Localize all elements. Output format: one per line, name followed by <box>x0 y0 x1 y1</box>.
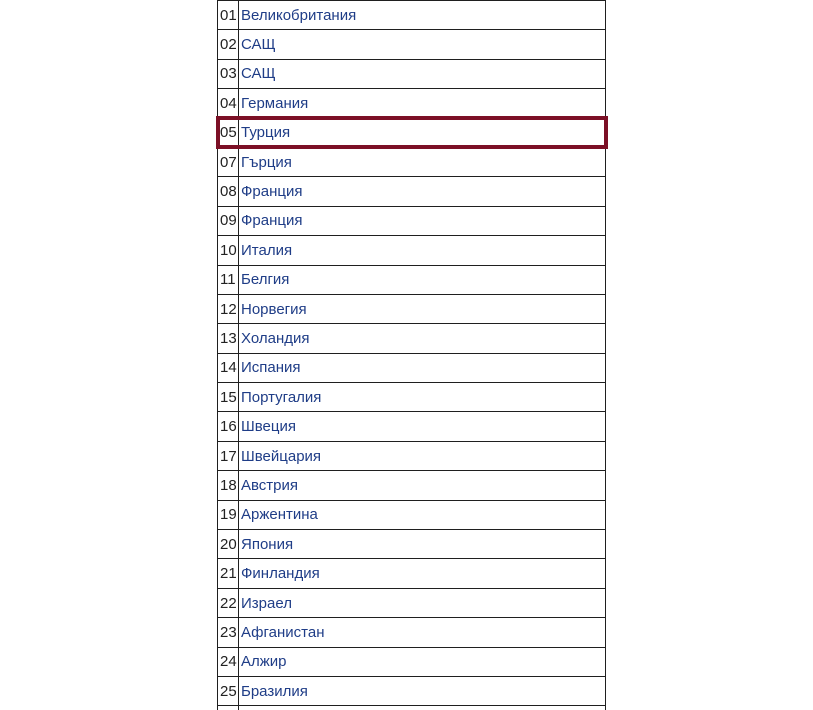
country-cell <box>239 618 606 647</box>
country-link[interactable]: Швейцария <box>241 447 322 465</box>
country-cell <box>239 412 606 441</box>
country-link[interactable]: Гърция <box>241 153 292 171</box>
table-row <box>218 559 606 588</box>
country-cell <box>239 59 606 88</box>
table-row <box>218 676 606 705</box>
country-link[interactable]: Швеция <box>241 418 296 436</box>
country-cell <box>239 236 606 265</box>
country-link[interactable]: САЩ <box>241 65 276 83</box>
country-link[interactable]: Белгия <box>241 271 290 289</box>
table-row <box>218 706 606 710</box>
row-number: 18 <box>218 471 239 500</box>
country-link[interactable]: Финландия <box>241 565 320 583</box>
row-number: 07 <box>218 147 239 176</box>
country-link[interactable]: Германия <box>241 94 309 112</box>
table-row <box>218 59 606 88</box>
table-row <box>218 618 606 647</box>
row-number: 17 <box>218 441 239 470</box>
country-link[interactable]: САЩ <box>241 36 276 54</box>
table-row-highlighted <box>218 118 606 147</box>
country-cell <box>239 294 606 323</box>
country-cell <box>239 441 606 470</box>
row-number: 19 <box>218 500 239 529</box>
table-row <box>218 588 606 617</box>
country-cell <box>239 530 606 559</box>
country-cell <box>239 324 606 353</box>
country-link[interactable]: Норвегия <box>241 300 307 318</box>
country-cell <box>239 500 606 529</box>
row-number: 13 <box>218 324 239 353</box>
country-cell <box>239 706 606 710</box>
country-cell <box>239 353 606 382</box>
country-cell <box>239 206 606 235</box>
country-cell <box>239 1 606 30</box>
row-number: 10 <box>218 236 239 265</box>
row-number: 05 <box>218 118 239 147</box>
table-row <box>218 30 606 59</box>
table-row <box>218 89 606 118</box>
row-number: 02 <box>218 30 239 59</box>
row-number: 15 <box>218 383 239 412</box>
country-cell <box>239 647 606 676</box>
table-row <box>218 236 606 265</box>
country-cell <box>239 559 606 588</box>
country-link[interactable]: Турция <box>241 124 291 142</box>
row-number: 08 <box>218 177 239 206</box>
row-number: 16 <box>218 412 239 441</box>
country-cell <box>239 118 606 147</box>
row-number: 14 <box>218 353 239 382</box>
table-body <box>218 1 606 710</box>
table-row <box>218 530 606 559</box>
country-table <box>217 0 606 710</box>
country-link[interactable]: Аржентина <box>241 506 318 524</box>
country-link[interactable]: Израел <box>241 594 292 612</box>
table-row <box>218 441 606 470</box>
table-row <box>218 294 606 323</box>
country-link[interactable]: Алжир <box>241 653 287 671</box>
table-row <box>218 412 606 441</box>
row-number: 24 <box>218 647 239 676</box>
row-number: 11 <box>218 265 239 294</box>
country-link[interactable]: Бразилия <box>241 682 308 700</box>
country-cell <box>239 471 606 500</box>
table-row <box>218 147 606 176</box>
country-link[interactable]: Афганистан <box>241 623 325 641</box>
table-row <box>218 206 606 235</box>
country-link[interactable]: Испания <box>241 359 301 377</box>
country-cell <box>239 89 606 118</box>
table-row <box>218 1 606 30</box>
country-cell <box>239 265 606 294</box>
table-row <box>218 383 606 412</box>
country-cell <box>239 383 606 412</box>
country-cell <box>239 676 606 705</box>
row-number: 01 <box>218 1 239 30</box>
country-link[interactable]: Австрия <box>241 476 299 494</box>
table-row <box>218 265 606 294</box>
table-row <box>218 324 606 353</box>
row-number: 09 <box>218 206 239 235</box>
row-number: 22 <box>218 588 239 617</box>
row-number: 23 <box>218 618 239 647</box>
country-cell <box>239 177 606 206</box>
row-number <box>218 706 239 710</box>
country-cell <box>239 588 606 617</box>
row-number: 25 <box>218 676 239 705</box>
row-number: 20 <box>218 530 239 559</box>
country-link[interactable]: Португалия <box>241 388 322 406</box>
table-row <box>218 353 606 382</box>
country-link[interactable]: Италия <box>241 241 293 259</box>
table-row <box>218 177 606 206</box>
country-link[interactable]: Великобритания <box>241 6 357 24</box>
country-link[interactable]: Франция <box>241 212 303 230</box>
country-link[interactable]: Франция <box>241 183 303 201</box>
country-cell <box>239 30 606 59</box>
row-number: 21 <box>218 559 239 588</box>
row-number: 04 <box>218 89 239 118</box>
table-row <box>218 647 606 676</box>
row-number: 12 <box>218 294 239 323</box>
country-link[interactable]: Холандия <box>241 329 310 347</box>
country-link[interactable]: Япония <box>241 535 294 553</box>
country-cell <box>239 147 606 176</box>
table-row <box>218 500 606 529</box>
row-number: 03 <box>218 59 239 88</box>
table-row <box>218 471 606 500</box>
